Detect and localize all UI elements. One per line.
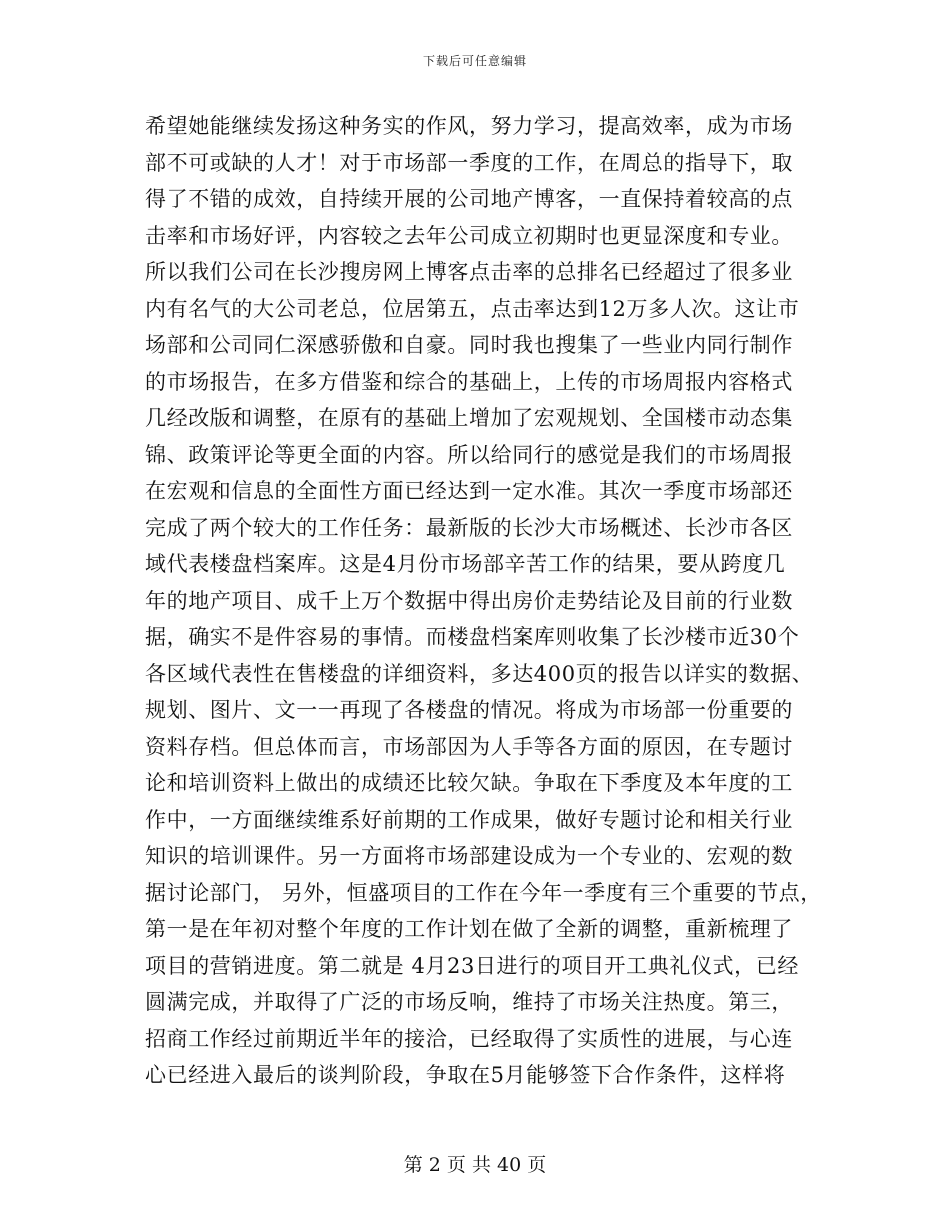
body-line: 心已经进入最后的谈判阶段，争取在5月能够签下合作条件，这样将 — [145, 1063, 786, 1087]
body-line: 场部和公司同仁深感骄傲和自豪。同时我也搜集了一些业内同行制作 — [145, 333, 793, 357]
body-line: 在宏观和信息的全面性方面已经达到一定水准。其次一季度市场部还 — [145, 479, 793, 503]
body-line: 知识的培训课件。另一方面将市场部建设成为一个专业的、宏观的数 — [145, 844, 793, 868]
body-line: 据，确实不是件容易的事情。而楼盘档案库则收集了长沙楼市近30个 — [145, 625, 800, 649]
body-line: 锦、政策评论等更全面的内容。所以给同行的感觉是我们的市场周报 — [145, 442, 793, 467]
body-line: 得了不错的成效，自持续开展的公司地产博客，一直保持着较高的点 — [145, 187, 793, 211]
body-line: 各区域代表性在售楼盘的详细资料，多达400页的报告以详实的数据、 — [145, 661, 814, 686]
document-body — [145, 108, 835, 1094]
body-line: 希望她能继续发扬这种务实的作风，努力学习，提高效率，成为市场 — [145, 114, 793, 138]
body-line: 域代表楼盘档案库。这是4月份市场部辛苦工作的结果，要从跨度几 — [145, 552, 786, 576]
body-line: 招商工作经过前期近半年的接洽，已经取得了实质性的进展，与心连 — [145, 1026, 793, 1051]
page-number-footer: 第 2 页 共 40 页 — [403, 1154, 547, 1176]
body-line: 论和培训资料上做出的成绩还比较欠缺。争取在下季度及本年度的工 — [145, 771, 793, 795]
body-line: 作中，一方面继续维系好前期的工作成果，做好专题讨论和相关行业 — [145, 807, 793, 832]
body-line: 圆满完成，并取得了广泛的市场反响，维持了市场关注热度。第三， — [145, 990, 793, 1014]
body-line: 据讨论部门， 另外，恒盛项目的工作在今年一季度有三个重要的节点， — [145, 880, 822, 905]
body-line: 所以我们公司在长沙搜房网上博客点击率的总排名已经超过了很多业 — [145, 260, 793, 284]
body-line: 完成了两个较大的工作任务：最新版的长沙大市场概述、长沙市各区 — [145, 515, 793, 540]
body-line: 部不可或缺的人才！对于市场部一季度的工作，在周总的指导下，取 — [145, 150, 793, 175]
page-header-note: 下载后可任意编辑 — [422, 54, 527, 68]
body-line: 年的地产项目、成千上万个数据中得出房价走势结论及目前的行业数 — [145, 588, 793, 613]
body-line: 项目的营销进度。第二就是 4月23日进行的项目开工典礼仪式，已经 — [145, 953, 799, 978]
body-line: 的市场报告，在多方借鉴和综合的基础上，上传的市场周报内容格式 — [145, 369, 793, 394]
body-line: 内有名气的大公司老总，位居第五，点击率达到12万多人次。这让市 — [145, 296, 800, 321]
body-line: 资料存档。但总体而言，市场部因为人手等各方面的原因，在专题讨 — [145, 734, 793, 759]
body-line: 几经改版和调整，在原有的基础上增加了宏观规划、全国楼市动态集 — [145, 406, 793, 430]
body-line: 规划、图片、文一一再现了各楼盘的情况。将成为市场部一份重要的 — [145, 698, 793, 722]
body-line: 第一是在年初对整个年度的工作计划在做了全新的调整，重新梳理了 — [145, 917, 793, 941]
body-line: 击率和市场好评，内容较之去年公司成立初期时也更显深度和专业。 — [145, 223, 793, 248]
